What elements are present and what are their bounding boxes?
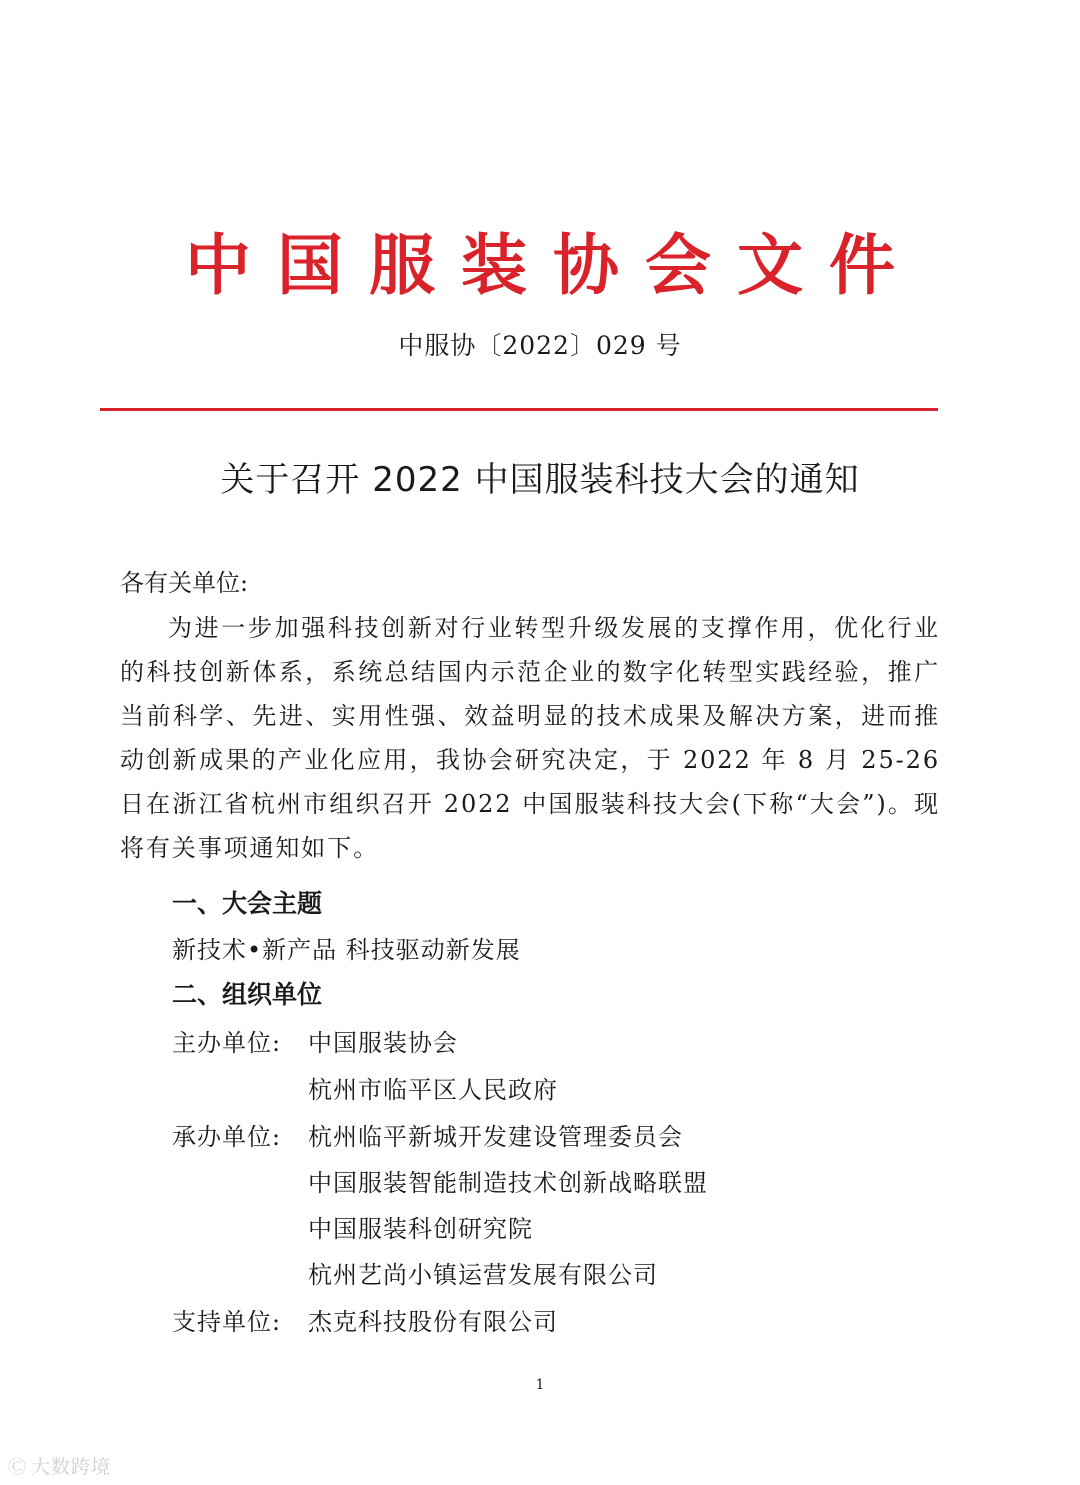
- undertaker-label: 承办单位:: [172, 1123, 282, 1151]
- host-org-2: 杭州市临平区人民政府: [308, 1076, 558, 1104]
- undertaker-org-1: 杭州临平新城开发建设管理委员会: [308, 1123, 683, 1151]
- undertaker-org-3: 中国服装科创研究院: [308, 1215, 533, 1243]
- salutation: 各有关单位:: [120, 569, 249, 597]
- host-label: 主办单位:: [172, 1029, 282, 1057]
- watermark-text: 大数跨境: [31, 1456, 112, 1478]
- watermark-logo-icon: Ⓒ: [8, 1456, 27, 1478]
- page-number: 1: [535, 1377, 545, 1393]
- supporter-label: 支持单位:: [172, 1308, 282, 1336]
- host-org-1: 中国服装协会: [308, 1029, 458, 1057]
- intro-paragraph: 为进一步加强科技创新对行业转型升级发展的支撑作用，优化行业的科技创新体系，系统总结国内示范企业的数字化转型实践经验，推广当前科学、先进、实用性强、效益明显的技术成果及解决方案，进而推动创新成果的产业化应用，我协会研究决定，于 2022 年 8 月 25-26 日在浙江省杭州市组织召开 2022 中国服装科技大会(下称“大会”)。现将有关事项通知如下。: [120, 614, 940, 862]
- red-divider-line: [100, 408, 938, 411]
- theme-text: 新技术•新产品 科技驱动新发展: [172, 936, 521, 964]
- undertaker-org-2: 中国服装智能制造技术创新战略联盟: [308, 1169, 708, 1197]
- undertaker-org-4: 杭州艺尚小镇运营发展有限公司: [308, 1261, 658, 1289]
- notice-title: 关于召开 2022 中国服装科技大会的通知: [220, 460, 860, 500]
- section-heading-theme: 一、大会主题: [172, 889, 323, 918]
- section-heading-organizers: 二、组织单位: [172, 980, 323, 1009]
- document-number: 中服协〔2022〕029 号: [398, 331, 682, 360]
- masthead-title: 中国服装协会文件: [185, 226, 921, 304]
- supporter-org-1: 杰克科技股份有限公司: [308, 1308, 558, 1336]
- watermark: [8, 1452, 111, 1479]
